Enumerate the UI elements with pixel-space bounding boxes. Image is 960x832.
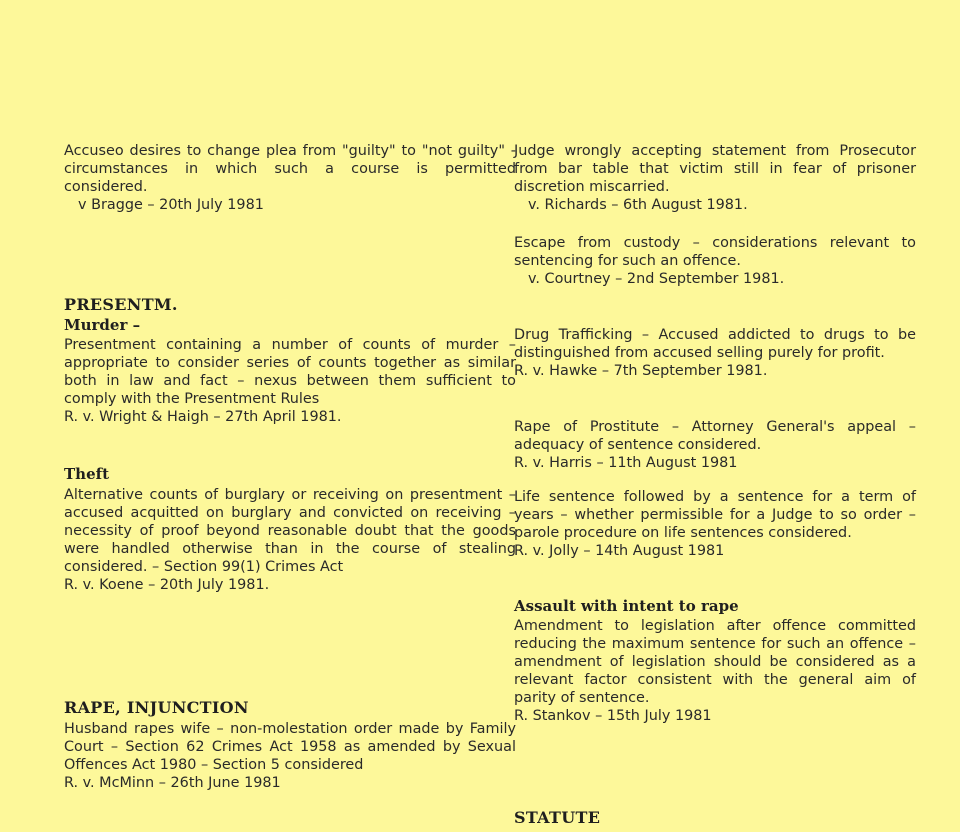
subheading-murder: Murder – xyxy=(64,316,141,334)
case-entry-bragge xyxy=(64,142,516,214)
case-entry-stankov xyxy=(514,617,916,725)
case-entry-mcminn xyxy=(64,720,516,792)
case-citation: R. v. Wright & Haigh – 27th April 1981. xyxy=(64,409,342,425)
case-entry-harris xyxy=(514,418,916,472)
case-summary: Accuseo desires to change plea from "guilty" to "not guilty" - circumstances in which such a course is permitted considered. xyxy=(64,143,516,195)
case-summary: Escape from custody – considerations relevant to sentencing for such an offence. xyxy=(514,235,916,269)
case-citation: v Bragge – 20th July 1981 xyxy=(78,197,264,213)
case-citation: v. Courtney – 2nd September 1981. xyxy=(528,271,785,287)
case-summary: Drug Trafficking – Accused addicted to drugs to be distinguished from accused selling purely for profit. xyxy=(514,327,916,361)
case-summary: Amendment to legislation after offence committed reducing the maximum sentence for such an offence – amendment of legislation should be considered as a relevant factor consistent with the general aim of parity of sentence. xyxy=(514,618,916,706)
case-summary: Life sentence followed by a sentence for a term of years – whether permissible for a Judge to so order – parole procedure on life sentences considered. xyxy=(514,489,916,541)
case-citation: v. Richards – 6th August 1981. xyxy=(528,197,748,213)
case-entry-richards xyxy=(514,142,916,214)
case-citation: R. v. McMinn – 26th June 1981 xyxy=(64,775,281,791)
subheading-theft: Theft xyxy=(64,465,109,483)
case-summary: Presentment containing a number of counts of murder – appropriate to consider series of counts together as similar both in law and fact – nexus between them sufficient to comply with the Presentment Rules xyxy=(64,337,516,407)
case-citation: R. v. Koene – 20th July 1981. xyxy=(64,577,270,593)
case-citation: R. Stankov – 15th July 1981 xyxy=(514,708,712,724)
case-citation: R. v. Hawke – 7th September 1981. xyxy=(514,363,768,379)
case-summary: Alternative counts of burglary or receiving on presentment – accused acquitted on burglary and convicted on receiving – necessity of proof beyond reasonable doubt that the goods were handled otherwise than in the course of stealing considered. – Section 99(1) Crimes Act xyxy=(64,487,516,575)
case-citation: R. v. Jolly – 14th August 1981 xyxy=(514,543,725,559)
subheading-assault-intent-rape: Assault with intent to rape xyxy=(514,597,739,615)
section-heading-statute: STATUTE xyxy=(514,808,601,827)
case-summary: Husband rapes wife – non-molestation order made by Family Court – Section 62 Crimes Act 1958 as amended by Sexual Offences Act 1980 – Section 5 considered xyxy=(64,721,516,773)
case-entry-wright-haigh xyxy=(64,336,516,426)
case-summary: Judge wrongly accepting statement from Prosecutor from bar table that victim still in fear of prisoner discretion miscarried. xyxy=(514,143,916,195)
case-entry-koene xyxy=(64,486,516,594)
section-heading-presentment: PRESENTM. xyxy=(64,295,178,314)
case-citation: R. v. Harris – 11th August 1981 xyxy=(514,455,738,471)
case-summary: Rape of Prostitute – Attorney General's appeal – adequacy of sentence considered. xyxy=(514,419,916,453)
section-heading-rape-injunction: RAPE, INJUNCTION xyxy=(64,698,249,717)
case-entry-jolly xyxy=(514,488,916,560)
case-entry-hawke xyxy=(514,326,916,380)
case-entry-courtney xyxy=(514,234,916,288)
